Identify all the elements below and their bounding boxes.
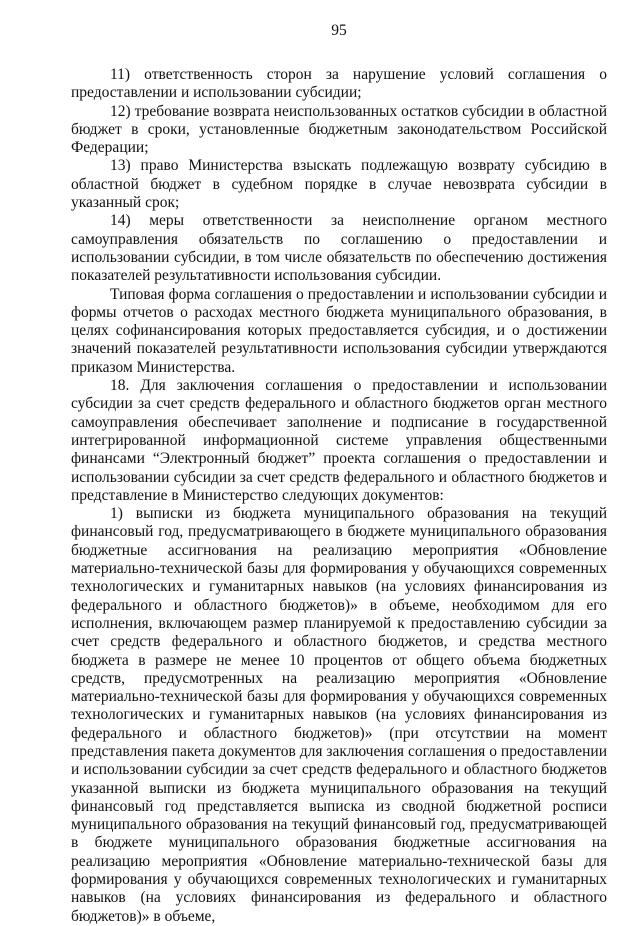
paragraph-item-14: 14) меры ответственности за неисполнение органом местного самоуправления обязательств по соглашению о предоставлении и использовании субсидии, в том числе обязательств по обеспечению достижения показателей результативности использования субсидии.	[71, 212, 607, 285]
paragraph-item-12: 12) требование возврата неиспользованных остатков субсидии в областной бюджет в сроки, установленные бюджетным законодательством Российской Федерации;	[71, 102, 607, 157]
page-number: 95	[331, 22, 347, 39]
paragraph-typical-form: Типовая форма соглашения о предоставлении и использовании субсидии и формы отчетов о расходах местного бюджета муниципального образования, в целях софинансирования которых предоставляется субсидия, и о достижении значений показателей результативности использования субсидии утверждаются приказом Министерства.	[71, 285, 607, 376]
paragraph-item-11: 11) ответственность сторон за нарушение условий соглашения о предоставлении и использовании субсидии;	[71, 66, 607, 102]
paragraph-item-1-budget-extract: 1) выписки из бюджета муниципального образования на текущий финансовый год, предусматривающего в бюджете муниципального образования бюджетные ассигнования на реализацию мероприятия «Обновление материально-технической базы для формирования у обучающихся современных технологических и гуманитарных навыков (на условиях финансирования из федерального и областного бюджетов)» в объеме, необходимом для его исполнения, включающем размер планируемой к предоставлению субсидии за счет средств федерального и областного бюджетов, и средства местного бюджета в размере не менее 10 процентов от общего объема бюджетных средств, предусмотренных на реализацию мероприятия «Обновление материально-технической базы для формирования у обучающихся современных технологических и гуманитарных навыков (на условиях финансирования из федерального и областного бюджетов)» (при отсутствии на момент представления пакета документов для заключения соглашения о предоставлении и использовании субсидии за счет средств федерального и областного бюджетов указанной выписки из бюджета муниципального образования на текущий финансовый год представляется выписка из сводной бюджетной росписи муниципального образования на текущий финансовый год, предусматривающей в бюджете муниципального образования бюджетные ассигнования на реализацию мероприятия «Обновление материально-технической базы для формирования у обучающихся современных технологических и гуманитарных навыков (на условиях финансирования из федерального и областного бюджетов)» в объеме,	[71, 505, 607, 925]
paragraph-section-18: 18. Для заключения соглашения о предоставлении и использовании субсидии за счет средств федерального и областного бюджетов орган местного самоуправления обеспечивает заполнение и подписание в государственной интегрированной информационной системе управления общественными финансами “Электронный бюджет” проекта соглашения о предоставлении и использовании субсидии за счет средств федерального и областного бюджетов и представление в Министерство следующих документов:	[71, 377, 607, 504]
paragraph-item-13: 13) право Министерства взыскать подлежащую возврату субсидию в областной бюджет в судебном порядке в случае невозврата субсидии в указанный срок;	[71, 157, 607, 212]
